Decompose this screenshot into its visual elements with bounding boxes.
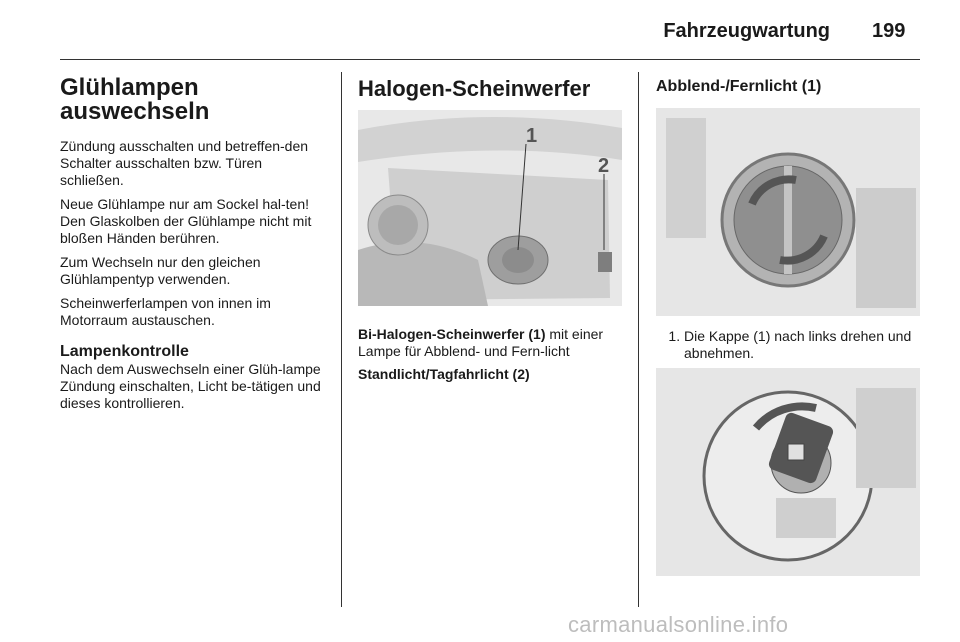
watermark: carmanualsonline.info (568, 612, 789, 637)
paragraph-ignition: Zündung ausschalten und betreffen-den Schalter ausschalten bzw. Türen schließen. (60, 138, 309, 188)
caption-bi-halogen-bold: Bi-Halogen-Scheinwerfer (1) (358, 326, 546, 342)
cap-removal-figure (656, 368, 920, 576)
instruction-list (656, 328, 920, 362)
section-heading-bulb-replacement: Glühlampen auswechseln (60, 74, 210, 125)
caption-bi-halogen-text: mit einer Lampe für Abblend- und Fern-licht (358, 326, 604, 359)
column-intro (60, 76, 328, 419)
subheading-lamp-check: Lampenkontrolle (60, 343, 189, 360)
column-low-high-beam (656, 76, 920, 576)
cap-figure (656, 108, 920, 316)
paragraph-headlamp-access: Scheinwerferlampen von innen im Motorraum austauschen. (60, 295, 271, 328)
section-heading-halogen: Halogen-Scheinwerfer (358, 76, 591, 101)
paragraph-bulb-handling: Neue Glühlampe nur am Sockel hal-ten! Den Glaskolben der Glühlampe nicht mit bloßen Händen berühren. (60, 196, 312, 246)
figure-label-1: 1 (526, 125, 538, 147)
page-header-title: Fahrzeugwartung (663, 20, 830, 42)
figure-label-2: 2 (598, 155, 610, 177)
paragraph-bulb-type: Zum Wechseln nur den gleichen Glühlampentyp verwenden. (60, 254, 261, 287)
page-number: 199 (872, 20, 906, 42)
caption-bi-halogen (358, 326, 622, 360)
section-heading-low-high-beam: Abblend-/Fernlicht (1) (656, 78, 822, 95)
caption-daytime-light-bold: Standlicht/Tagfahrlicht (2) (358, 366, 530, 382)
paragraph-lamp-check: Nach dem Auswechseln einer Glüh-lampe Zündung einschalten, Licht be-tätigen und dieses kontrollieren. (60, 361, 321, 411)
column-halogen (358, 76, 622, 389)
column-divider-2 (638, 72, 639, 607)
headlamp-figure (358, 110, 622, 306)
header-divider (60, 59, 920, 60)
instruction-step: 1. Die Kappe (1) nach links drehen und abnehmen. (684, 328, 920, 362)
column-divider-1 (341, 72, 342, 607)
caption-daytime-light (358, 366, 622, 383)
